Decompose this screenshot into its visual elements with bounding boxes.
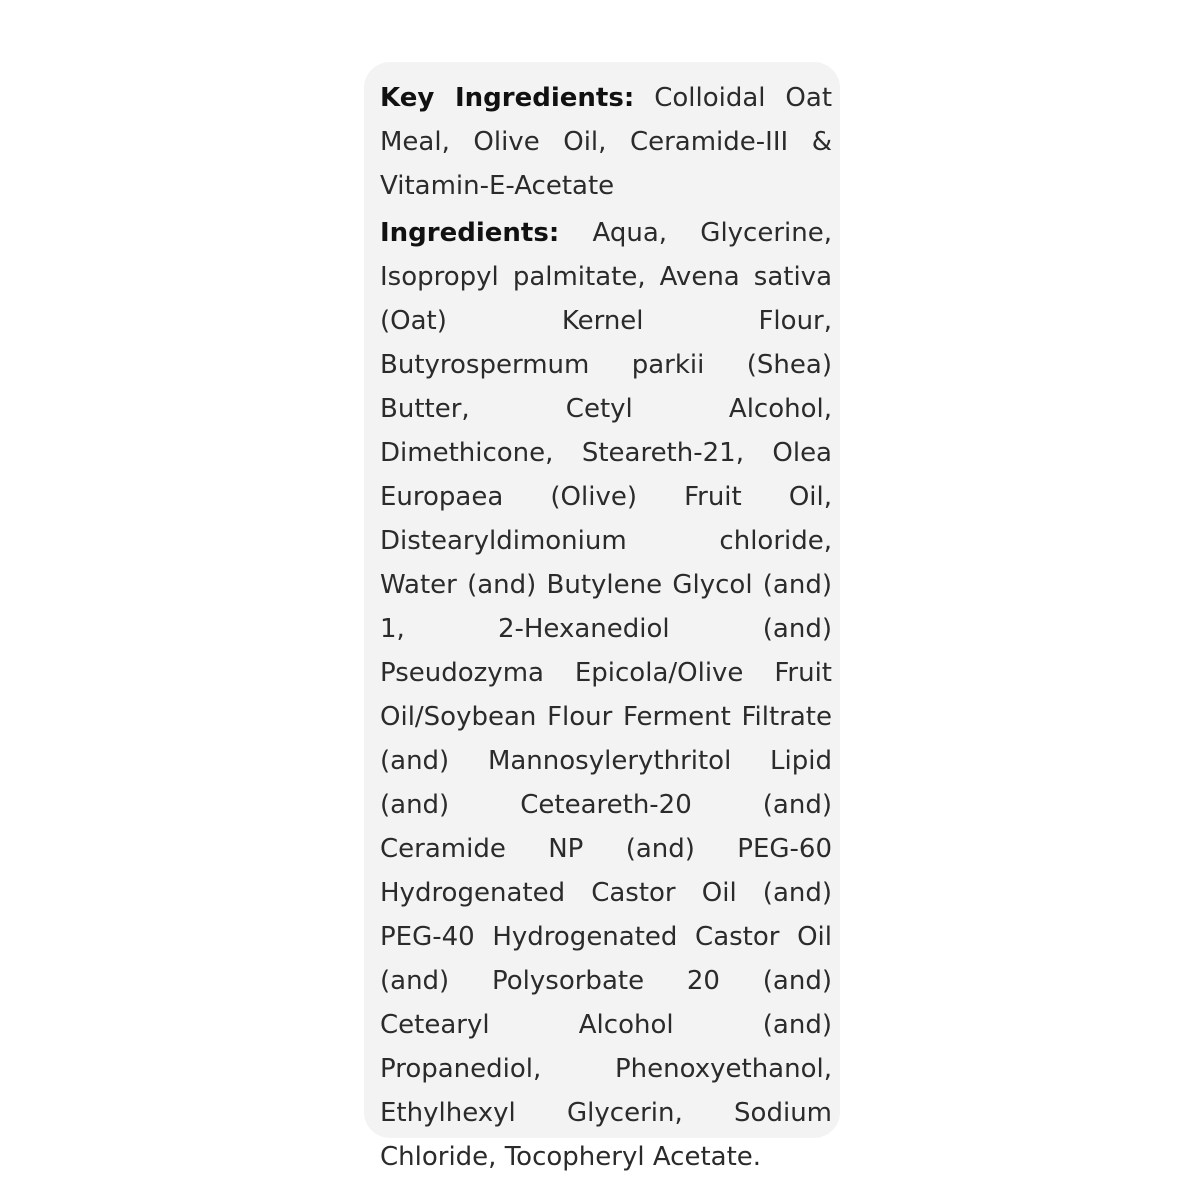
ingredients-heading: Ingredients: (380, 218, 560, 248)
ingredients-label-panel (364, 62, 840, 1172)
ingredients-paragraph (380, 211, 832, 1179)
key-ingredients-text: Colloidal Oat Meal, Olive Oil, Ceramide-III & Vitamin-E-Acetate (380, 83, 833, 201)
key-ingredients-heading: Key Ingredients: (380, 83, 635, 113)
key-ingredients-paragraph (380, 76, 832, 208)
ingredients-text: Aqua, Glycerine, Isopropyl palmitate, Avena sativa (Oat) Kernel Flour, Butyrospermum parkii (Shea) Butter, Cetyl Alcohol, Dimethicone, Steareth-21, Olea Europaea (Olive) Fruit Oil, Distearyldimonium chloride, Water (and) Butylene Glycol (and) 1, 2-Hexanediol (and) Pseudozyma Epicola/Olive Fruit Oil/Soybean Flour Ferment Filtrate (and) Mannosylerythritol Lipid (and) Ceteareth-20 (and) Ceramide NP (and) PEG-60 Hydrogenated Castor Oil (and) PEG-40 Hydrogenated Castor Oil (and) Polysorbate 20 (and) Cetearyl Alcohol (and) Propanediol, Phenoxyethanol, Ethylhexyl Glycerin, Sodium Chloride, Tocopheryl Acetate. (380, 218, 832, 1172)
